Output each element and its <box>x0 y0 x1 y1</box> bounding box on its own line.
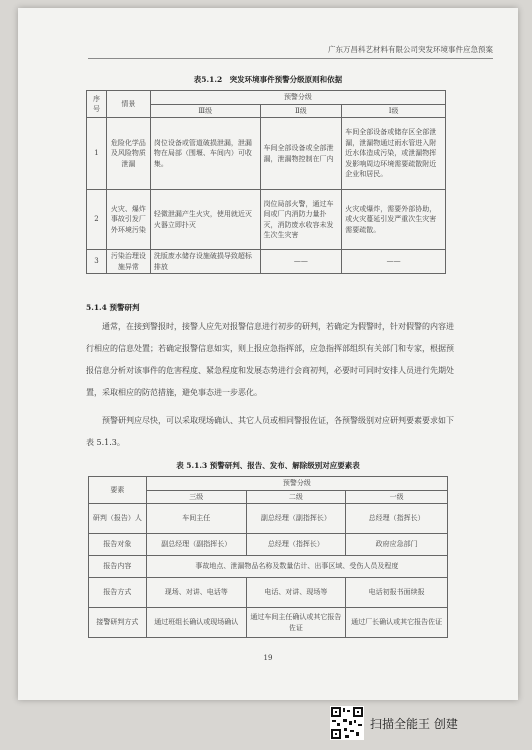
row-situation: 火灾、爆炸事故引发厂外环境污染 <box>106 190 150 250</box>
row-level1: 政府应急部门 <box>346 534 448 556</box>
row-level2: 通过车间主任确认或其它报告佐证 <box>246 608 346 638</box>
header-level1: 一级 <box>346 490 448 504</box>
paragraph: 通常，在接到警报时，接警人应先对报警信息进行初步的研判，若确定为假警时，针对假警的内容进行相应的信息处置；若确定报警信息如实，则上报应急指挥部，应急指挥部组织有关部门和专家，根据预报信息分析对该事件的危害程度、紧急程度和发展态势进行会商初判，必要时可同时安排人员进行先期处置，采取相应的防范措施，避免事态进一步恶化。 <box>86 322 454 397</box>
row-level3: 岗位设备或管道破损泄漏，泄漏物在局部（围堰、车间内）可收集。 <box>150 118 260 190</box>
row-level3: 现场、对讲、电话等 <box>146 578 246 608</box>
row-level2: 车间全部设备或全部泄漏，泄漏物控制在厂内 <box>260 118 342 190</box>
row-no: 1 <box>87 118 107 190</box>
row-level3: 车间主任 <box>146 504 246 534</box>
table-row <box>89 578 448 608</box>
row-label: 报告方式 <box>89 578 147 608</box>
row-situation: 危险化学品及风险物质泄漏 <box>106 118 150 190</box>
table-warning-elements <box>88 476 448 638</box>
row-level3: 洗版废水储存设施破损导致超标排放 <box>150 250 260 274</box>
header-level2: Ⅱ级 <box>260 104 342 118</box>
qr-code-icon <box>330 706 364 740</box>
header-situation: 情景 <box>106 91 150 118</box>
table-warning-levels <box>86 90 446 274</box>
row-label: 接警研判方式 <box>89 608 147 638</box>
header-element: 要素 <box>89 477 147 504</box>
row-merged: 事故地点、泄漏物品名称及数量估计、出事区域、受伤人员及程度 <box>146 556 447 578</box>
row-level1: —— <box>342 250 446 274</box>
row-no: 2 <box>87 190 107 250</box>
section-title: 5.1.4 预警研判 <box>86 303 140 312</box>
row-level1: 电话初报书面续报 <box>346 578 448 608</box>
header-level2: 二级 <box>246 490 346 504</box>
row-level1: 火灾或爆炸，需要外部协助，或火灾蔓延引发严重次生灾害需要疏散。 <box>342 190 446 250</box>
row-level1: 车间全部设备或储存区全部泄漏，泄漏物通过雨水管进入附近水体造成污染，或泄漏物挥发影响周边环境需要疏散附近企业和居民。 <box>342 118 446 190</box>
row-level1: 通过厂长确认或其它报告佐证 <box>346 608 448 638</box>
row-no: 3 <box>87 250 107 274</box>
row-level3: 通过班组长确认或现场确认 <box>146 608 246 638</box>
table1-caption: 表5.1.2 突发环境事件预警分级原则和依据 <box>193 75 343 84</box>
header-level1: Ⅰ级 <box>342 104 446 118</box>
page-header: 广东万昌科艺材料有限公司突发环境事件应急预案 <box>88 44 493 59</box>
header-level-group: 预警分级 <box>146 477 447 491</box>
table-row <box>89 534 448 556</box>
row-label: 研判（报告）人 <box>89 504 147 534</box>
page-number: 19 <box>263 654 273 662</box>
header-level-group: 预警分级 <box>150 91 445 105</box>
table-row <box>87 250 446 274</box>
row-level2: 总经理（指挥长） <box>246 534 346 556</box>
row-level2: 副总经理（副指挥长） <box>246 504 346 534</box>
row-level2: 岗位局部火警，通过车间或厂内消防力量扑灭，消防废水收容未发生次生灾害 <box>260 190 342 250</box>
header-no: 序号 <box>87 91 107 118</box>
document-page <box>18 8 518 700</box>
row-label: 报告内容 <box>89 556 147 578</box>
row-level1: 总经理（指挥长） <box>346 504 448 534</box>
row-level2: —— <box>260 250 342 274</box>
row-level3: 副总经理（副指挥长） <box>146 534 246 556</box>
table-row <box>89 504 448 534</box>
table-row <box>89 556 448 578</box>
table-row <box>87 190 446 250</box>
row-situation: 污染治理设施异常 <box>106 250 150 274</box>
row-level3: 轻微泄漏产生火灾，使用就近灭火器立即扑灭 <box>150 190 260 250</box>
paragraph: 预警研判应尽快，可以采取现场确认、其它人员或相同警报佐证，各预警级别对应研判要素要求如下表 5.1.3。 <box>86 416 454 447</box>
table-row <box>87 118 446 190</box>
scanner-watermark <box>330 706 458 740</box>
row-level2: 电话、对讲、现场等 <box>246 578 346 608</box>
row-label: 报告对象 <box>89 534 147 556</box>
header-level3: 三级 <box>146 490 246 504</box>
header-level3: Ⅲ级 <box>150 104 260 118</box>
scanner-text: 扫描全能王 创建 <box>370 716 458 731</box>
table2-caption: 表 5.1.3 预警研判、报告、发布、解除级别对应要素表 <box>176 461 360 470</box>
table-row <box>89 608 448 638</box>
